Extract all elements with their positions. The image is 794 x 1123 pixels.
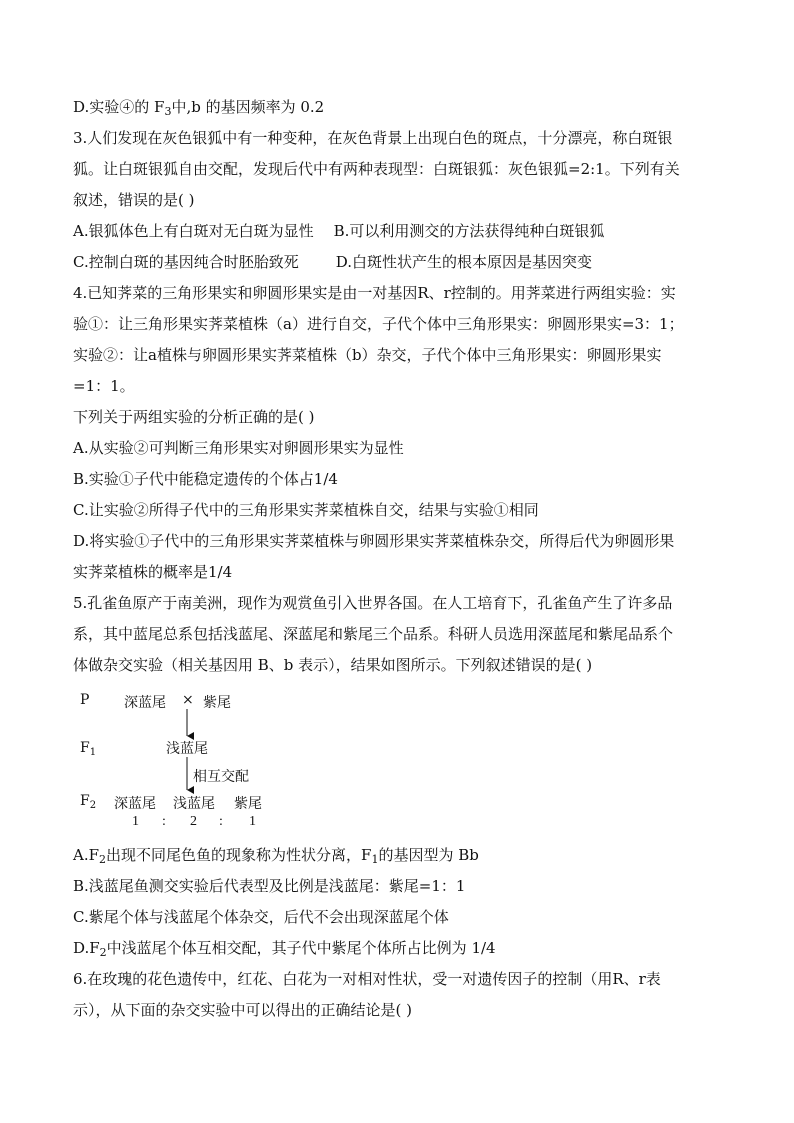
q6-stem-line-1: 6.在玫瑰的花色遗传中，红花、白花为一对相对性状，受一对遗传因子的控制（用R、r表: [73, 970, 661, 988]
q5-option-d: $D.F_2$中浅蓝尾个体互相交配，其子代中紫尾个体所占比例为 1/4: [73, 939, 496, 959]
q4-stem-line-2: 验①：让三角形果实荠菜植株（a）进行自交，子代个体中三角形果实：卵圆形果实=3：1；: [73, 315, 684, 333]
q5-option-c: C.紫尾个体与浅蓝尾个体杂交，后代不会出现深蓝尾个体: [73, 908, 449, 926]
q4-option-b: B.实验①子代中能稳定遗传的个体占1/4: [73, 470, 338, 488]
mating-label: 相互交配: [193, 769, 249, 785]
q6-stem-line-2: 示），从下面的杂交实验中可以得出的正确结论是( ): [73, 1001, 412, 1019]
ratio-value-3: 1: [249, 814, 256, 829]
parent-purple-tail: 紫尾: [203, 695, 231, 711]
f2-purple-tail: 紫尾: [234, 796, 262, 812]
q4-stem-line-4: =1：1。: [73, 377, 135, 395]
cross-symbol: ×: [182, 692, 194, 708]
q5-stem-line-1: 5.孔雀鱼原产于南美洲，现作为观赏鱼引入世界各国。在人工培育下，孔雀鱼产生了许多品: [73, 594, 673, 612]
q3-stem-line-3: 叙述，错误的是( ): [73, 191, 195, 209]
f2-light-blue-tail: 浅蓝尾: [173, 796, 215, 812]
q4-option-d-line-2: 实荠菜植株的概率是1/4: [73, 563, 233, 581]
q4-stem-line-5: 下列关于两组实验的分析正确的是( ): [73, 408, 315, 426]
generation-p-label: P: [80, 692, 90, 708]
generation-f1-label: $F_1$: [80, 740, 97, 758]
q5-stem-line-2: 系，其中蓝尾总系包括浅蓝尾、深蓝尾和紫尾三个品系。科研人员选用深蓝尾和紫尾品系个: [73, 625, 674, 643]
q5-stem-line-3: 体做杂交实验（相关基因用 B、b 表示），结果如图所示。下列叙述错误的是( ): [73, 656, 593, 674]
q3-options-cd: [73, 252, 722, 272]
parent-deep-blue-tail: 深蓝尾: [124, 695, 166, 711]
ratio-value-2: 2: [190, 814, 197, 829]
f2-deep-blue-tail: 深蓝尾: [114, 796, 156, 812]
ratio-separator-1: :: [162, 814, 166, 829]
q3-option-b: B.可以利用测交的方法获得纯种白斑银狐: [333, 222, 605, 240]
q3-option-d: D.白斑性状产生的根本原因是基因突变: [335, 253, 592, 271]
q5-option-a: $A.F_2$出现不同尾色鱼的现象称为性状分离，$F_1$的基因型为 Bb: [73, 846, 479, 866]
q3-option-c: C.控制白斑的基因纯合时胚胎致死: [73, 253, 299, 271]
q3-options-ab: [73, 221, 722, 241]
q4-stem-line-3: 实验②：让a植株与卵圆形果实荠菜植株（b）杂交，子代个体中三角形果实：卵圆形果实: [73, 346, 662, 364]
ratio-value-1: 1: [132, 814, 139, 829]
f1-light-blue-tail: 浅蓝尾: [166, 741, 208, 757]
q3-stem-line-1: 3.人们发现在灰色银狐中有一种变种，在灰色背景上出现白色的斑点，十分漂亮，称白斑银: [73, 129, 673, 147]
q4-stem-line-1: 4.已知荠菜的三角形果实和卵圆形果实是由一对基因R、r控制的。用荠菜进行两组实验：实: [73, 284, 676, 302]
generation-f2-label: $F_2$: [80, 793, 97, 811]
q5-option-b: B.浅蓝尾鱼测交实验后代表型及比例是浅蓝尾：紫尾=1：1: [73, 877, 466, 895]
q3-option-a: A.银狐体色上有白斑对无白斑为显性: [73, 222, 314, 240]
q2-option-d: D.实验④的 $F_3$中,b 的基因频率为 0.2: [73, 98, 325, 118]
q4-option-d-line-1: D.将实验①子代中的三角形果实荠菜植株与卵圆形果实荠菜植株杂交，所得后代为卵圆形果: [73, 532, 675, 550]
q4-option-a: A.从实验②可判断三角形果实对卵圆形果实为显性: [73, 439, 404, 457]
ratio-separator-2: :: [219, 814, 223, 829]
q4-option-c: C.让实验②所得子代中的三角形果实荠菜植株自交，结果与实验①相同: [73, 501, 539, 519]
q3-stem-line-2: 狐。让白斑银狐自由交配，发现后代中有两种表现型：白斑银狐：灰色银狐=2:1。下列有关: [73, 160, 680, 178]
